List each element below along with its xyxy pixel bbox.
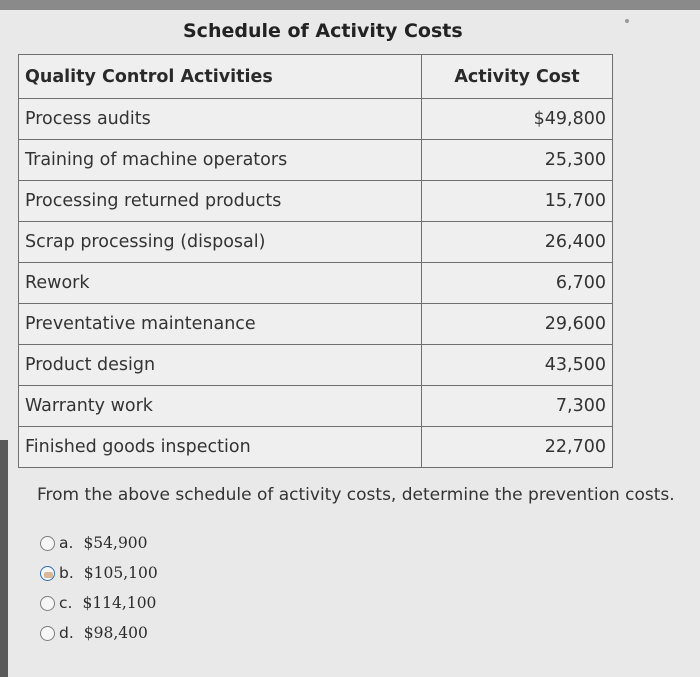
radio-icon[interactable] bbox=[40, 536, 55, 551]
dot bbox=[625, 19, 629, 23]
table-row bbox=[19, 345, 613, 386]
table-row bbox=[19, 99, 613, 140]
option-letter: a. bbox=[59, 534, 74, 552]
radio-icon[interactable] bbox=[40, 626, 55, 641]
option-letter: c. bbox=[59, 594, 73, 612]
option-value: $114,100 bbox=[82, 594, 157, 612]
table-row bbox=[19, 222, 613, 263]
table-row bbox=[19, 263, 613, 304]
activity-header: Quality Control Activities bbox=[19, 55, 422, 99]
table-row bbox=[19, 304, 613, 345]
option-d[interactable] bbox=[40, 618, 158, 648]
cost-cell: 26,400 bbox=[422, 222, 613, 263]
table-header-row bbox=[19, 55, 613, 99]
cost-cell: 43,500 bbox=[422, 345, 613, 386]
table-row bbox=[19, 427, 613, 468]
table-row bbox=[19, 386, 613, 427]
cost-cell: 25,300 bbox=[422, 140, 613, 181]
top-strip bbox=[0, 0, 700, 10]
activity-cell: Finished goods inspection bbox=[19, 427, 422, 468]
cost-cell: 22,700 bbox=[422, 427, 613, 468]
answer-options bbox=[40, 528, 158, 648]
left-edge bbox=[0, 440, 8, 677]
option-letter: d. bbox=[59, 624, 74, 642]
activity-cell: Preventative maintenance bbox=[19, 304, 422, 345]
question-text: From the above schedule of activity costs, determine the prevention costs. bbox=[37, 485, 675, 505]
activity-cell: Scrap processing (disposal) bbox=[19, 222, 422, 263]
option-b[interactable] bbox=[40, 558, 158, 588]
option-a[interactable] bbox=[40, 528, 158, 558]
activity-costs-table bbox=[18, 54, 613, 468]
cost-cell: 29,600 bbox=[422, 304, 613, 345]
cost-cell: 7,300 bbox=[422, 386, 613, 427]
activity-cell: Process audits bbox=[19, 99, 422, 140]
cost-cell: 6,700 bbox=[422, 263, 613, 304]
cost-header: Activity Cost bbox=[422, 55, 613, 99]
option-value: $105,100 bbox=[83, 564, 158, 582]
option-c[interactable] bbox=[40, 588, 158, 618]
option-value: $54,900 bbox=[83, 534, 148, 552]
option-letter: b. bbox=[59, 564, 74, 582]
activity-cell: Processing returned products bbox=[19, 181, 422, 222]
cost-cell: $49,800 bbox=[422, 99, 613, 140]
table-row bbox=[19, 140, 613, 181]
radio-icon[interactable] bbox=[40, 596, 55, 611]
activity-cell: Product design bbox=[19, 345, 422, 386]
cost-cell: 15,700 bbox=[422, 181, 613, 222]
activity-cell: Training of machine operators bbox=[19, 140, 422, 181]
option-value: $98,400 bbox=[83, 624, 148, 642]
table-row bbox=[19, 181, 613, 222]
activity-cell: Rework bbox=[19, 263, 422, 304]
schedule-title: Schedule of Activity Costs bbox=[183, 20, 463, 42]
radio-icon[interactable] bbox=[40, 566, 55, 581]
activity-cell: Warranty work bbox=[19, 386, 422, 427]
